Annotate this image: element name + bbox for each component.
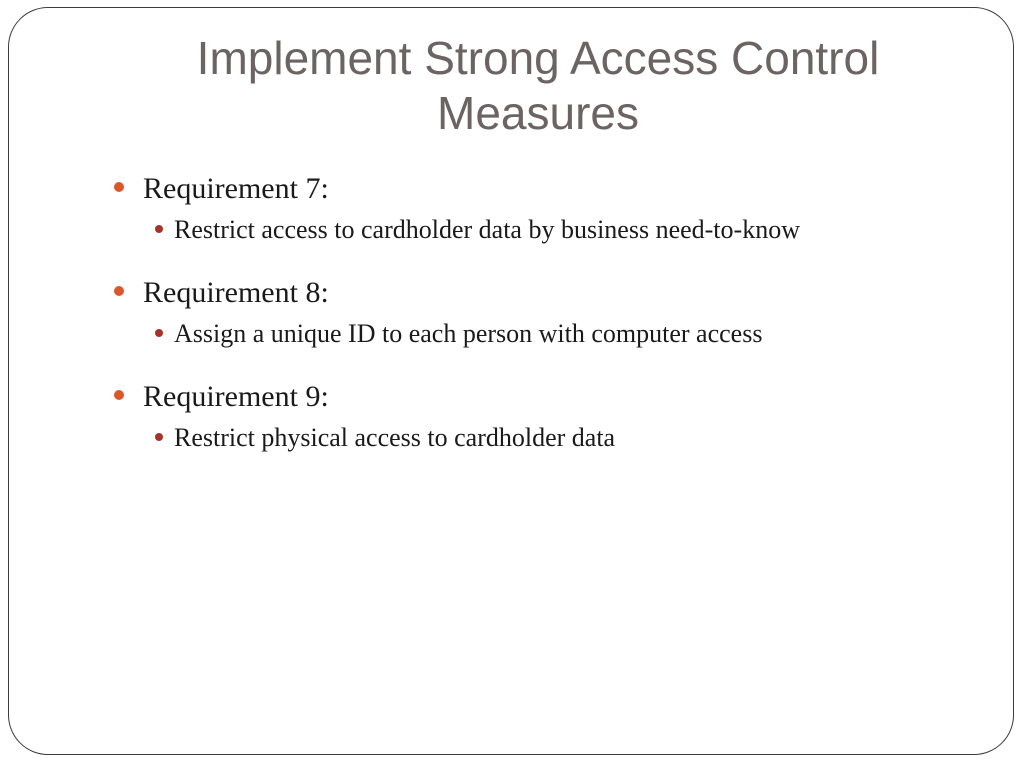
slide-title-line-2: Measures [437, 87, 639, 139]
requirement-label: Requirement 9: [143, 380, 329, 413]
sub-bullet-dot-icon [155, 225, 163, 233]
sub-bullet-list [155, 212, 994, 248]
slide-title-line-1: Implement Strong Access Control [196, 32, 880, 84]
bullet-item-requirement-8 [114, 272, 994, 352]
slide-title [100, 31, 976, 141]
sub-bullet-dot-icon [155, 329, 163, 337]
bullet-list [114, 168, 994, 480]
sub-bullet-text: Assign a unique ID to each person with computer access [174, 319, 763, 348]
sub-bullet-dot-icon [155, 433, 163, 441]
bullet-dot-icon [114, 286, 124, 296]
requirement-label: Requirement 8: [143, 276, 329, 309]
bullet-dot-icon [114, 390, 124, 400]
sub-bullet-item [155, 212, 994, 248]
sub-bullet-item [155, 316, 994, 352]
bullet-item-requirement-9 [114, 376, 994, 456]
requirement-label: Requirement 7: [143, 172, 329, 205]
bullet-dot-icon [114, 182, 124, 192]
sub-bullet-text: Restrict access to cardholder data by business need-to-know [174, 215, 800, 244]
sub-bullet-list [155, 420, 994, 456]
bullet-item-requirement-7 [114, 168, 994, 248]
sub-bullet-item [155, 420, 994, 456]
sub-bullet-list [155, 316, 994, 352]
sub-bullet-text: Restrict physical access to cardholder data [174, 423, 616, 452]
